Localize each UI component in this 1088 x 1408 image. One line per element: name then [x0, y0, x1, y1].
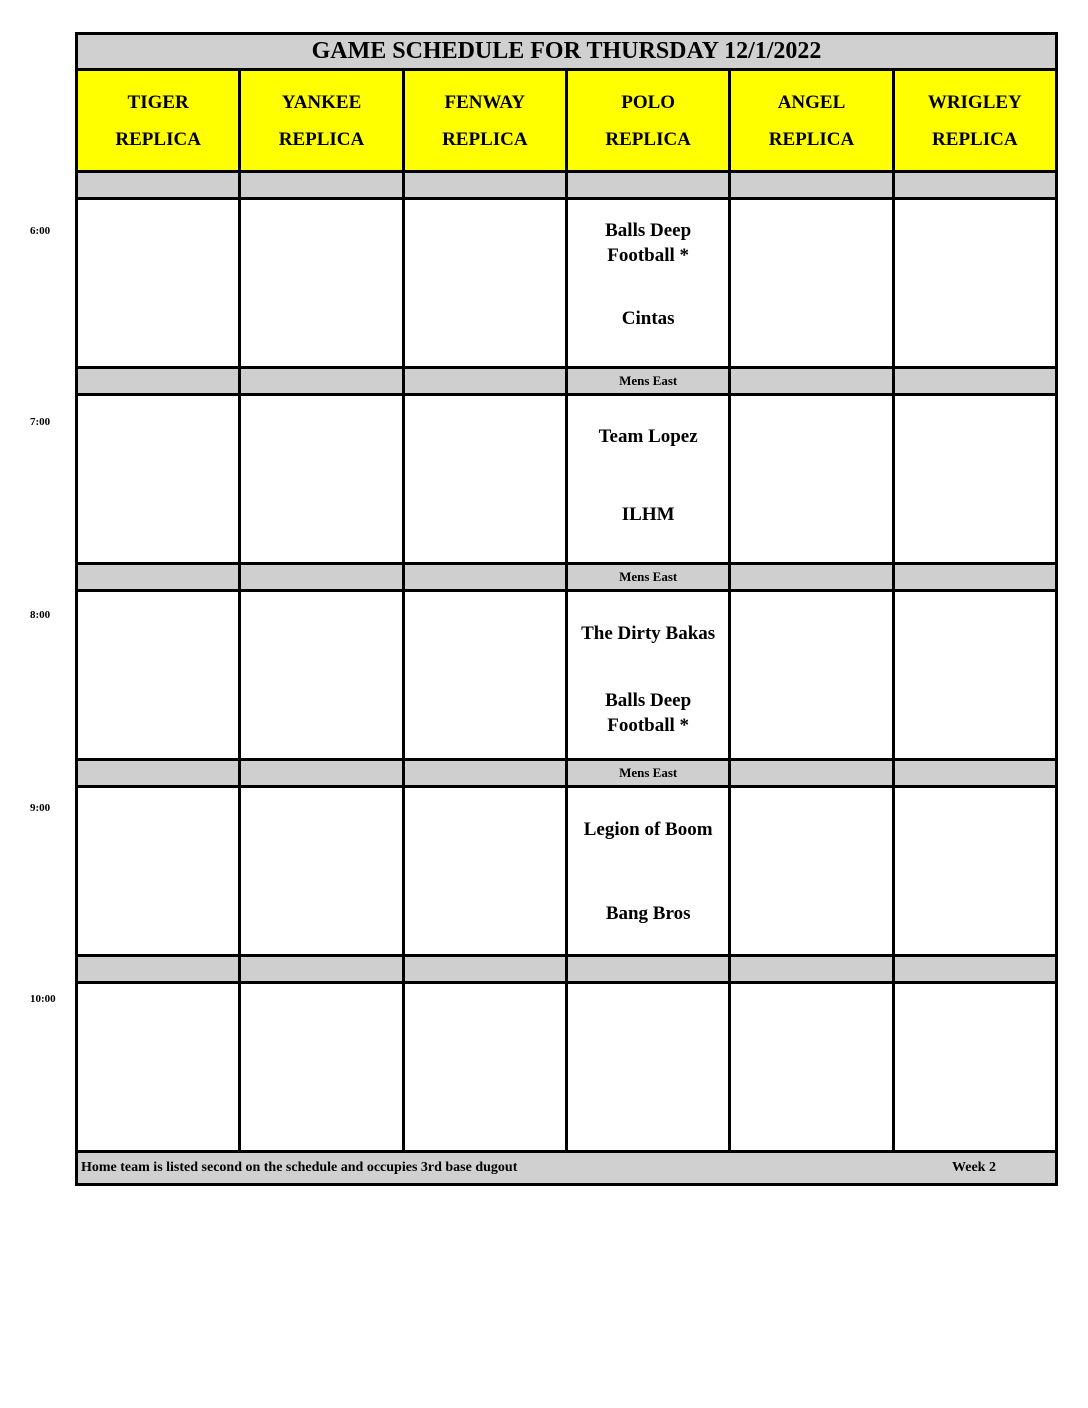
time-slot-row [78, 592, 1055, 761]
division-row [78, 761, 1055, 788]
home-team: Cintas [621, 308, 675, 329]
division-cell [731, 369, 894, 393]
field-subtitle: REPLICA [768, 129, 855, 150]
field-header [731, 71, 894, 170]
division-row [78, 173, 1055, 200]
division-cell: Mens East [568, 369, 731, 393]
game-cell [895, 984, 1055, 1150]
field-subtitle: REPLICA [605, 129, 691, 150]
division-cell [241, 761, 404, 785]
field-name: POLO [621, 92, 676, 113]
division-cell [405, 173, 568, 197]
division-row [78, 369, 1055, 396]
field-subtitle: REPLICA [932, 129, 1018, 150]
time-slot-row [78, 984, 1055, 1153]
division-cell [568, 173, 731, 197]
field-subtitle: REPLICA [442, 129, 528, 150]
field-name: TIGER [127, 92, 189, 113]
time-label: 9:00 [30, 802, 51, 814]
game-cell [241, 984, 404, 1150]
field-name: ANGEL [777, 92, 846, 113]
division-cell [405, 369, 568, 393]
game-cell [241, 592, 404, 758]
game-cell [568, 200, 731, 366]
game-cell [731, 788, 894, 954]
week-label: Week 2 [952, 1160, 996, 1175]
away-team: Balls Deep Football * [605, 220, 692, 266]
division-row [78, 565, 1055, 592]
away-team: Legion of Boom [583, 819, 713, 840]
schedule-title: GAME SCHEDULE FOR THURSDAY 12/1/2022 [78, 35, 1055, 71]
home-team: ILHM [621, 504, 675, 525]
game-cell [241, 200, 404, 366]
time-label: 10:00 [30, 993, 56, 1005]
division-cell [241, 957, 404, 981]
field-name: FENWAY [444, 92, 526, 113]
division-cell [731, 173, 894, 197]
game-cell [895, 396, 1055, 562]
division-cell [405, 761, 568, 785]
game-cell [405, 984, 568, 1150]
game-cell [895, 788, 1055, 954]
division-cell [895, 369, 1055, 393]
division-cell [78, 957, 241, 981]
time-column [0, 0, 76, 1408]
game-cell [405, 200, 568, 366]
game-cell [568, 788, 731, 954]
division-cell [731, 761, 894, 785]
game-cell [731, 984, 894, 1150]
time-label: 7:00 [30, 416, 51, 428]
game-cell [568, 396, 731, 562]
division-cell [731, 565, 894, 589]
field-name: WRIGLEY [927, 92, 1022, 113]
game-cell [78, 788, 241, 954]
field-subtitle: REPLICA [115, 129, 201, 150]
game-cell [405, 592, 568, 758]
game-cell [405, 788, 568, 954]
division-cell [241, 369, 404, 393]
time-label: 8:00 [30, 609, 51, 621]
division-cell [405, 565, 568, 589]
game-cell [241, 396, 404, 562]
field-subtitle: REPLICA [278, 129, 365, 150]
game-cell [731, 396, 894, 562]
field-header [241, 71, 404, 170]
game-cell [895, 592, 1055, 758]
division-cell [895, 565, 1055, 589]
home-team-note: Home team is listed second on the schedule and occupies 3rd base dugout [81, 1160, 518, 1175]
game-cell [895, 200, 1055, 366]
time-label: 6:00 [30, 225, 51, 237]
division-cell [78, 761, 241, 785]
field-header-row [78, 71, 1055, 173]
division-cell [405, 957, 568, 981]
division-cell [78, 173, 241, 197]
game-cell [78, 984, 241, 1150]
game-cell [568, 984, 731, 1150]
division-cell [895, 957, 1055, 981]
field-header [568, 71, 731, 170]
game-cell [78, 200, 241, 366]
game-cell [731, 592, 894, 758]
schedule-footer [78, 1153, 1055, 1183]
schedule-table [75, 32, 1058, 1186]
game-cell [405, 396, 568, 562]
game-cell [78, 396, 241, 562]
away-team: Team Lopez [598, 426, 698, 447]
division-cell [895, 173, 1055, 197]
field-header [405, 71, 568, 170]
game-cell [568, 592, 731, 758]
division-cell [241, 173, 404, 197]
time-slot-row [78, 200, 1055, 369]
division-cell [78, 565, 241, 589]
home-team: Bang Bros [605, 903, 691, 924]
field-name: YANKEE [281, 92, 362, 113]
division-cell [895, 761, 1055, 785]
division-cell [568, 957, 731, 981]
division-row [78, 957, 1055, 984]
time-slot-row [78, 396, 1055, 565]
field-header [895, 71, 1055, 170]
game-cell [241, 788, 404, 954]
home-team: Balls Deep Football * [605, 690, 692, 736]
division-cell [78, 369, 241, 393]
division-cell: Mens East [568, 565, 731, 589]
division-cell: Mens East [568, 761, 731, 785]
game-cell [731, 200, 894, 366]
division-cell [241, 565, 404, 589]
division-cell [731, 957, 894, 981]
field-header [78, 71, 241, 170]
time-slot-row [78, 788, 1055, 957]
game-cell [78, 592, 241, 758]
away-team: The Dirty Bakas [581, 623, 716, 644]
